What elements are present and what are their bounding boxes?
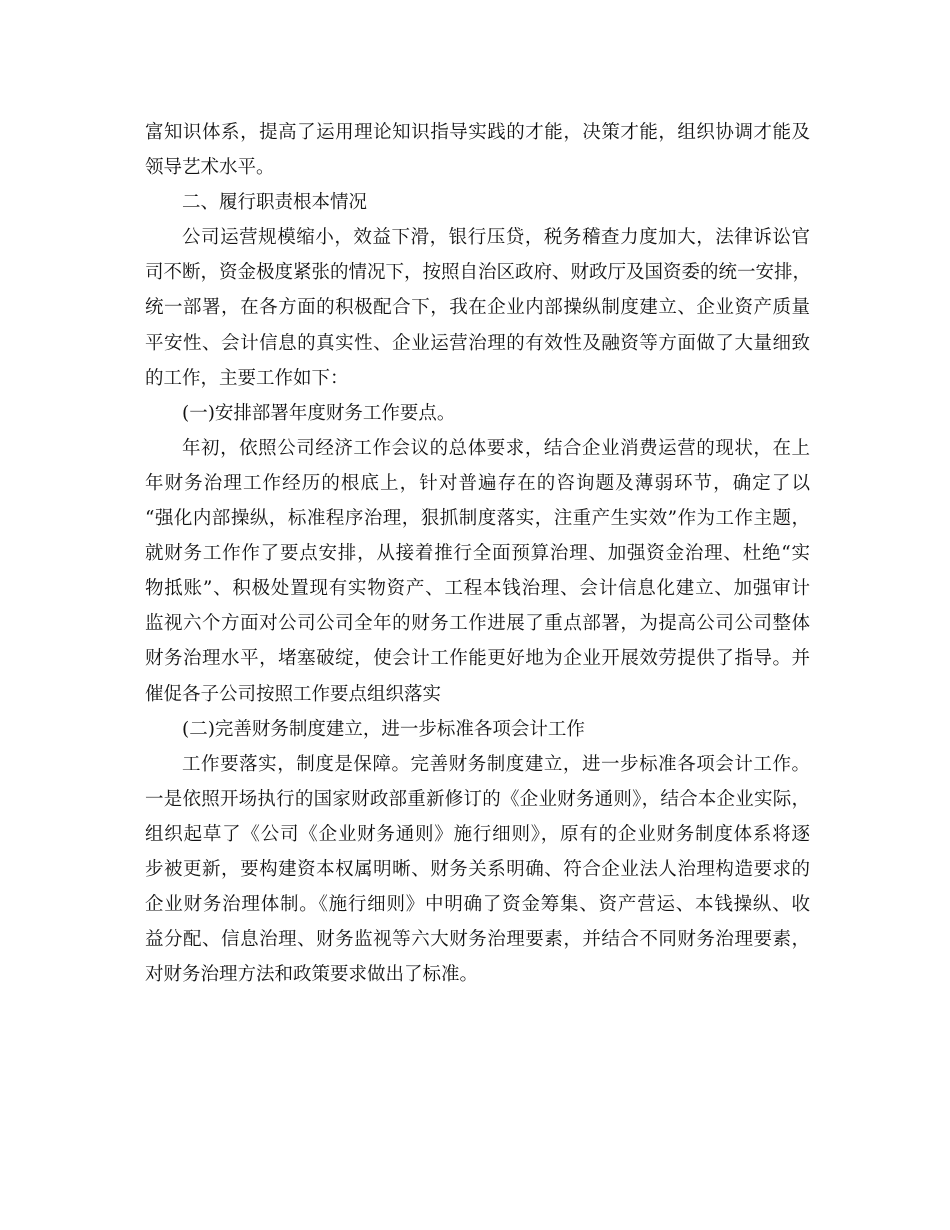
text-line: 的工作，主要工作如下：: [145, 367, 349, 389]
text-line: 步被更新，要构建资本权属明晰、财务关系明确、符合企业法人治理构造要求的: [145, 858, 810, 880]
text-line: “强化内部操纵，标准程序治理，狠抓制度落实，注重产生实效”作为工作主题，: [145, 508, 810, 530]
text-line: 统一部署，在各方面的积极配合下，我在企业内部操纵制度建立、企业资产质量: [145, 297, 810, 319]
text-line: 平安性、会计信息的真实性、企业运营治理的有效性及融资等方面做了大量细致: [145, 332, 810, 354]
text-line: 企业财务治理体制。《施行细则》中明确了资金筹集、资产营运、本钱操纵、收: [145, 894, 810, 916]
text-line: 财务治理水平，堵塞破绽，使会计工作能更好地为企业开展效劳提供了指导。并: [145, 648, 810, 670]
text-line: 富知识体系，提高了运用理论知识指导实践的才能，决策才能，组织协调才能及: [145, 122, 810, 143]
text-line: 催促各子公司按照工作要点组织落实: [145, 683, 442, 705]
text-line: 年财务治理工作经历的根底上，针对普遍存在的咨询题及薄弱环节，确定了以: [145, 472, 810, 494]
text-line: 一是依照开场执行的国家财政部重新修订的《企业财务通则》，结合本企业实际，: [145, 788, 810, 810]
section-heading: 二、履行职责根本情况: [182, 192, 368, 214]
text-line: 组织起草了《公司《企业财务通则》施行细则》，原有的企业财务制度体系将逐: [145, 823, 810, 845]
text-line: 物抵账”、积极处置现有实物资产、工程本钱治理、会计信息化建立、加强审计: [145, 578, 810, 600]
text-line: 益分配、信息治理、财务监视等六大财务治理要素，并结合不同财务治理要素，: [145, 929, 810, 951]
text-line: 对财务治理方法和政策要求做出了标准。: [145, 964, 479, 986]
document-body: [145, 115, 810, 992]
text-line: 年初，依照公司经济工作会议的总体要求，结合企业消费运营的现状，在上: [182, 437, 810, 459]
text-line: 司不断，资金极度紧张的情况下，按照自治区政府、财政厅及国资委的统一安排，: [145, 262, 812, 284]
text-line: 公司运营规模缩小，效益下滑，银行压贷，税务稽查力度加大，法律诉讼官: [182, 227, 810, 249]
text-line: 监视六个方面对公司公司全年的财务工作进展了重点部署，为提高公司公司整体: [145, 613, 810, 635]
subsection-heading: (一)安排部署年度财务工作要点。: [182, 402, 456, 424]
text-line: 工作要落实，制度是保障。完善财务制度建立，进一步标准各项会计工作。: [182, 753, 810, 775]
subsection-heading: (二)完善财务制度建立，进一步标准各项会计工作: [182, 718, 585, 740]
text-line: 领导艺术水平。: [145, 157, 275, 179]
text-line: 就财务工作作了要点安排，从接着推行全面预算治理、加强资金治理、杜绝“实: [145, 543, 810, 565]
